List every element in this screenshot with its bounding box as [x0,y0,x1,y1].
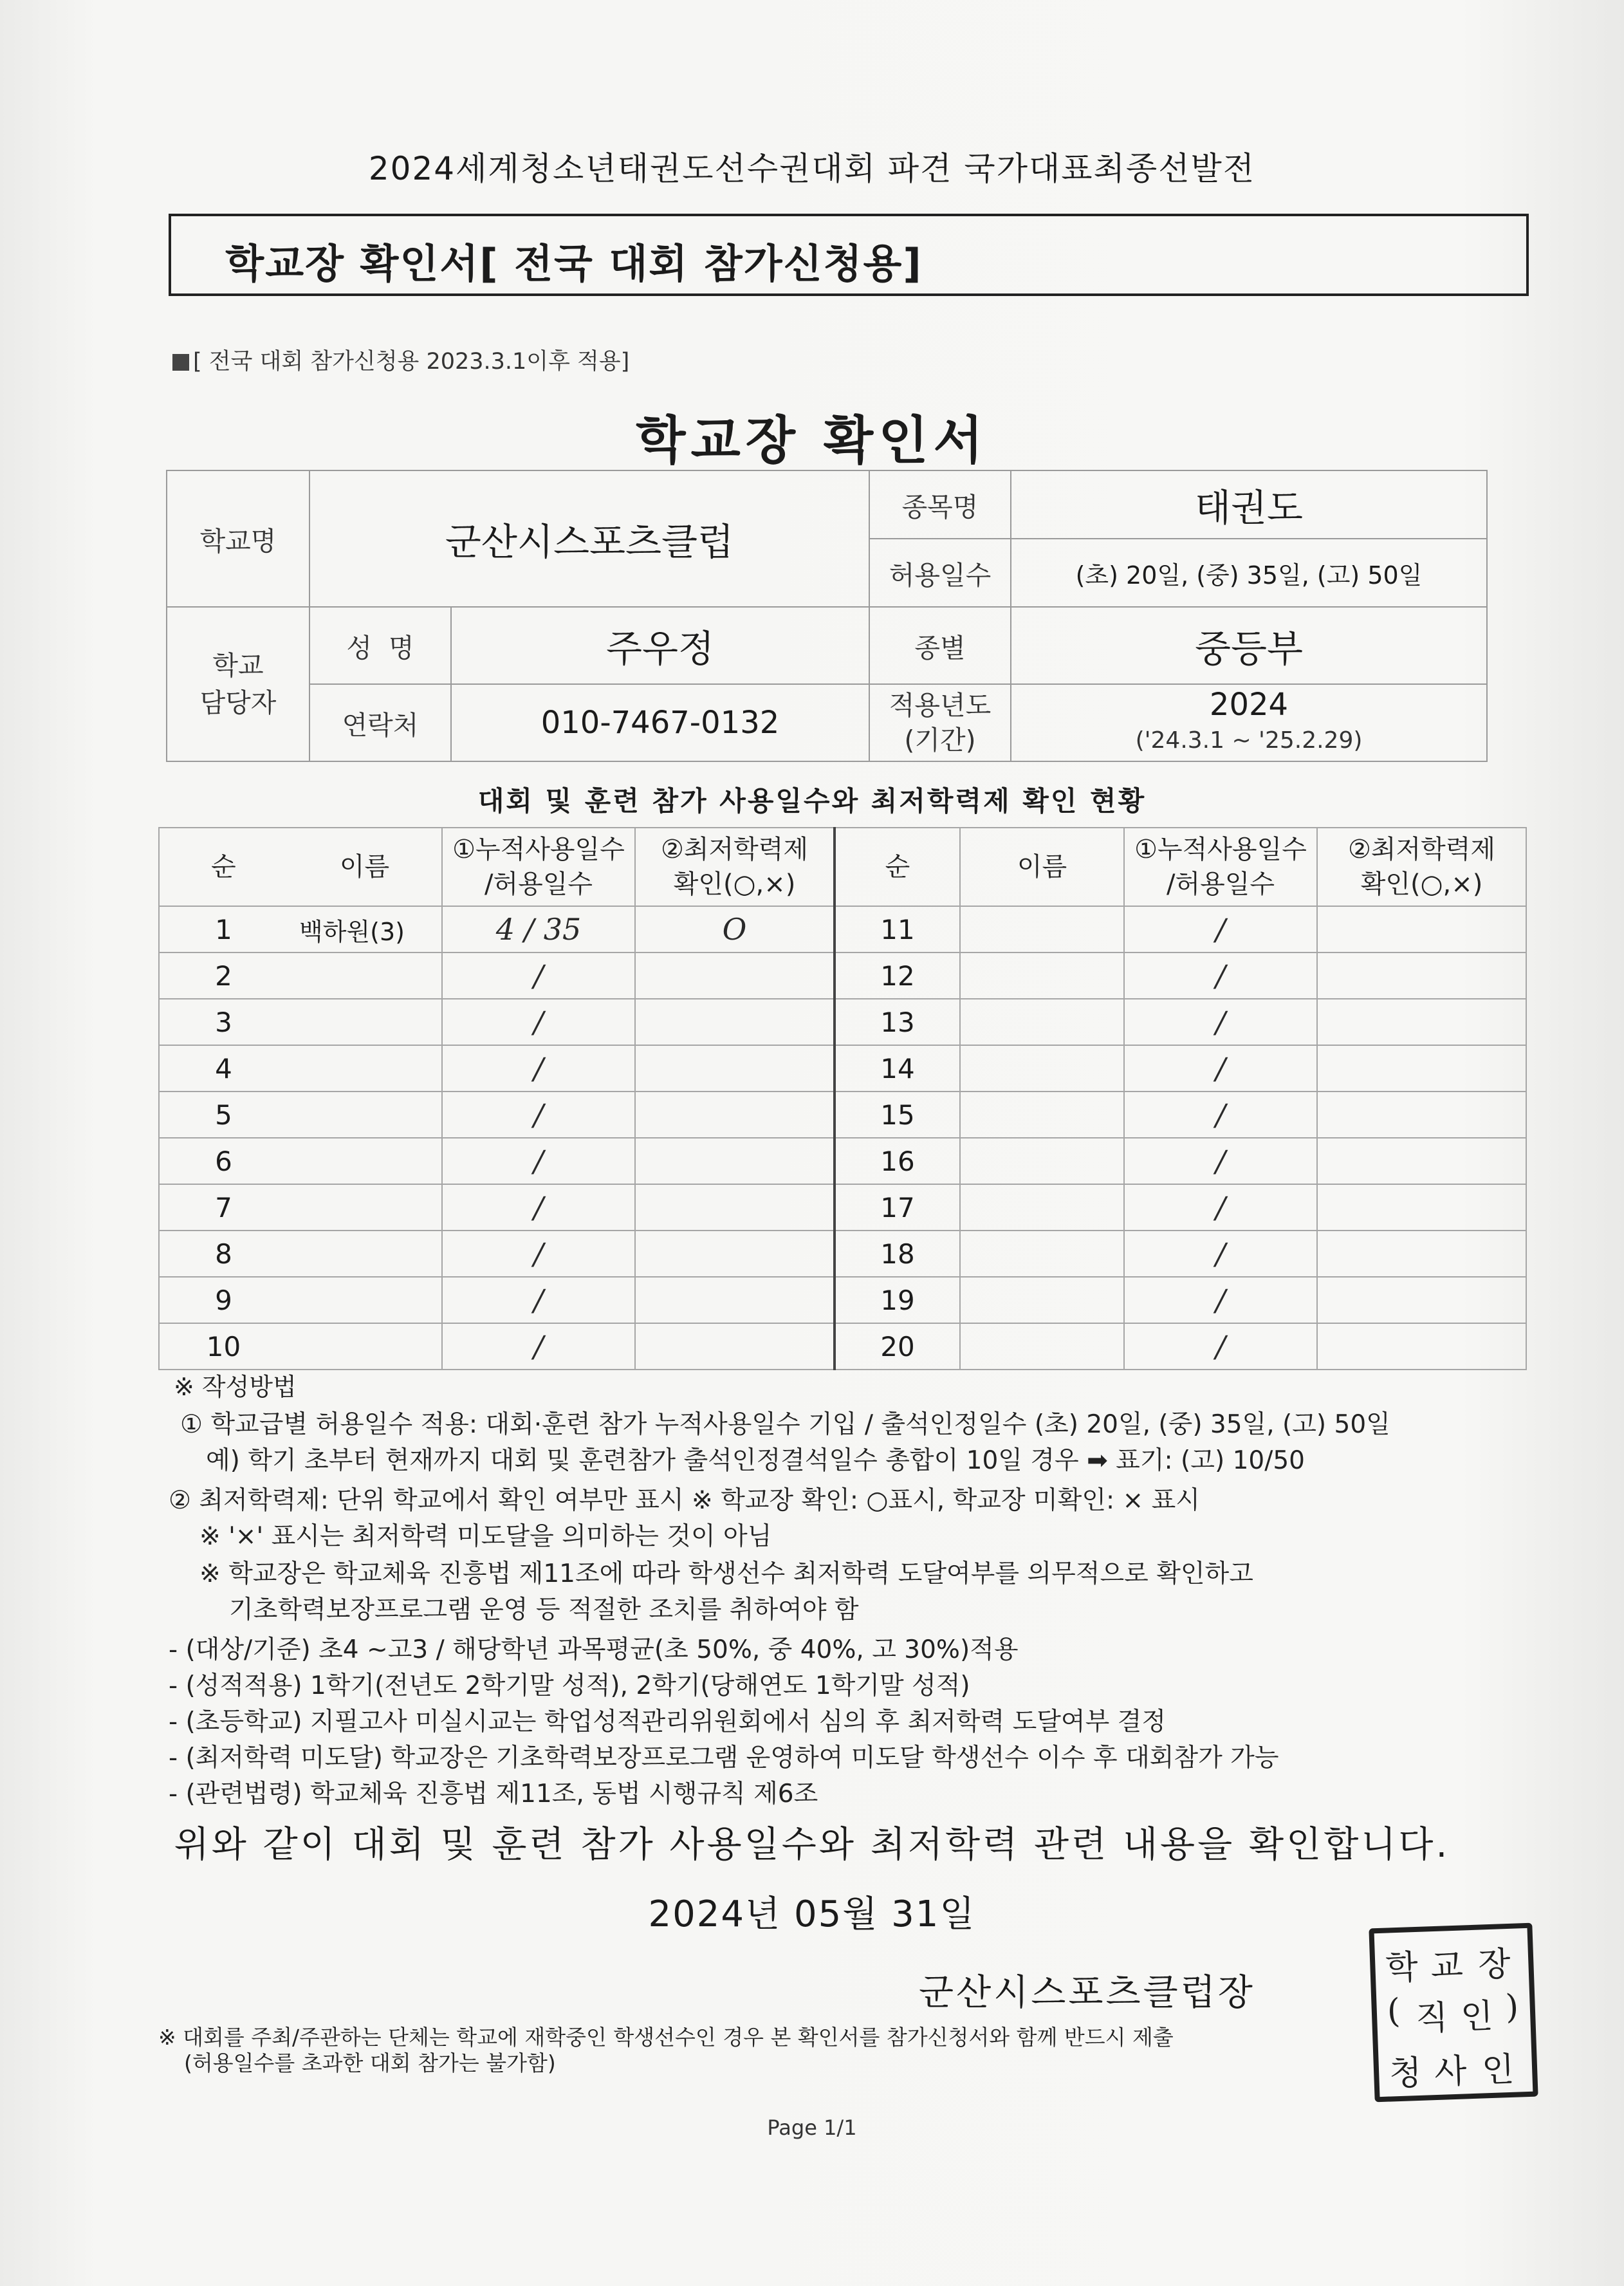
instruction-line: ※ 학교장은 학교체육 진흥법 제11조에 따라 학생선수 최저학력 도달여부를 의무적으로 확인하고 [199,1559,1253,1588]
year-value: 2024 [1209,687,1289,723]
manager-label: 학교 담당자 [167,607,309,761]
row-name [960,906,1124,952]
footnote-line2: (허용일수를 초과한 대회 참가는 불가함) [184,2050,556,2076]
header-min-line1: ②최저학력제 [660,835,809,864]
row-min-check [1317,1092,1526,1138]
instruction-line: - (대상/기준) 초4 ~고3 / 해당학년 과목평균(초 50%, 중 40%, 고 30%)적용 [169,1635,1019,1664]
row-used-days: / [1124,906,1317,952]
row-min-check [1317,1045,1526,1092]
allowed-days-value: (초) 20일, (중) 35일, (고) 50일 [1011,539,1487,607]
row-no: 18 [835,1231,960,1277]
header-used-line2: /허용일수 [1166,869,1275,899]
row-name [288,1277,442,1323]
header-box-title: 학교장 확인서[ 전국 대회 참가신청용] [225,240,923,287]
row-name [288,1138,442,1184]
row-used-days: / [1124,1138,1317,1184]
row-min-check [635,1184,835,1231]
row-name [288,999,442,1045]
row-no: 15 [835,1092,960,1138]
header-used-left [442,828,635,906]
instruction-line: - (관련법령) 학교체육 진흥법 제11조, 동법 시행규칙 제6조 [169,1780,818,1808]
header-min-line1: ②최저학력제 [1347,835,1496,864]
row-name [960,1045,1124,1092]
name-label: 성 명 [309,607,451,684]
instruction-line: 예) 학기 초부터 현재까지 대회 및 훈련참가 출석인정결석일수 총합이 10일 경우 ➡ 표기: (고) 10/50 [206,1446,1305,1475]
table-row [159,1277,1526,1323]
row-min-check [635,1092,835,1138]
row-name [960,1184,1124,1231]
header-name-left: 이름 [288,828,442,906]
table-row [159,952,1526,999]
howto-title: ※ 작성방법 [174,1373,297,1401]
row-min-check [635,999,835,1045]
row-used-days: / [442,1277,635,1323]
instruction-line: - (초등학교) 지필고사 미실시교는 학업성적관리위원회에서 심의 후 최저학력 도달여부 결정 [169,1707,1167,1736]
contact-label: 연락처 [309,684,451,761]
allowed-days-label: 허용일수 [869,539,1011,607]
row-no: 17 [835,1184,960,1231]
main-title: 학교장 확인서 [636,411,988,470]
header-min-line2: 확인(○,×) [673,869,796,899]
row-min-check [635,1231,835,1277]
year-cell [869,684,1011,761]
usage-table [158,827,1527,1370]
row-min-check [1317,952,1526,999]
row-used-days: / [442,999,635,1045]
instruction-line: 기초학력보장프로그램 운영 등 적절한 조치를 취하여야 함 [229,1595,859,1624]
row-used-days: / [1124,1277,1317,1323]
table-row [159,999,1526,1045]
row-used-days: / [1124,1231,1317,1277]
applicability-note [172,344,629,376]
row-no: 10 [159,1323,288,1370]
square-bullet-icon [172,354,189,371]
instruction-line: ① 학교급별 허용일수 적용: 대회·훈련 참가 누적사용일수 기입 / 출석인정일수 (초) 20일, (중) 35일, (고) 50일 [180,1410,1390,1439]
row-min-check [1317,1323,1526,1370]
row-name [960,1092,1124,1138]
period-label: (기간) [904,725,976,756]
row-name [960,1138,1124,1184]
row-used-days: / [1124,999,1317,1045]
instruction-line: - (성적적용) 1학기(전년도 2학기말 성적), 2학기(당해연도 1학기말 성적) [169,1671,970,1700]
header-min-left [635,828,835,906]
official-seal: 학 교 장 ( 직 인 ) 청 사 인 [1369,1923,1538,2103]
period-value: ('24.3.1 ~ '25.2.29) [1135,727,1363,754]
division-label: 종별 [869,607,1011,684]
table-row [159,1231,1526,1277]
table-row [159,1323,1526,1370]
row-name [288,1231,442,1277]
sport-value: 태권도 [1011,470,1487,539]
row-name: 백하원(3) [288,906,442,952]
sport-label: 종목명 [869,470,1011,539]
row-used-days: / [442,1184,635,1231]
row-used-days: / [1124,1323,1317,1370]
row-min-check [1317,1277,1526,1323]
row-name [288,952,442,999]
row-name [960,1231,1124,1277]
row-min-check [1317,1231,1526,1277]
row-no: 5 [159,1092,288,1138]
row-name [960,952,1124,999]
year-label: 적용년도 [889,690,992,721]
row-min-check [635,1138,835,1184]
header-used-line2: /허용일수 [484,869,593,899]
row-min-check [635,1045,835,1092]
row-used-days: / [442,1092,635,1138]
confirmation-date: 2024년 05월 31일 [648,1893,976,1935]
row-min-check [635,1277,835,1323]
school-label: 학교명 [167,470,309,607]
usage-title: 대회 및 훈련 참가 사용일수와 최저학력제 확인 현황 [477,785,1147,817]
applicability-note-text: [ 전국 대회 참가신청용 2023.3.1이후 적용] [193,349,630,375]
row-name [960,999,1124,1045]
table-row [159,1092,1526,1138]
row-used-days: / [1124,1045,1317,1092]
row-name [288,1184,442,1231]
row-no: 13 [835,999,960,1045]
row-no: 11 [835,906,960,952]
row-no: 14 [835,1045,960,1092]
row-min-check [1317,906,1526,952]
row-name [288,1045,442,1092]
row-min-check [1317,1138,1526,1184]
header-used-line1: ①누적사용일수 [452,835,625,864]
row-no: 6 [159,1138,288,1184]
school-value: 군산시스포츠클럽 [309,470,869,607]
row-used-days: / [1124,1184,1317,1231]
row-min-check [1317,999,1526,1045]
row-used-days: / [1124,952,1317,999]
row-no: 3 [159,999,288,1045]
instruction-line: ※ '×' 표시는 최저학력 미도달을 의미하는 것이 아님 [199,1522,772,1551]
row-used-days: / [442,1323,635,1370]
row-used-days: 4 / 35 [442,906,635,952]
table-row [159,1045,1526,1092]
row-min-check [635,1323,835,1370]
school-info-table [166,470,1488,762]
contact-value: 010-7467-0132 [451,684,869,761]
header-min-line2: 확인(○,×) [1360,869,1483,899]
row-min-check: O [635,906,835,952]
row-no: 8 [159,1231,288,1277]
header-name-right: 이름 [960,828,1124,906]
event-title: 2024세계청소년태권도선수권대회 파견 국가대표최종선발전 [368,150,1256,187]
table-row [159,1138,1526,1184]
row-used-days: / [442,1045,635,1092]
confirmation-statement: 위와 같이 대회 및 훈련 참가 사용일수와 최저학력 관련 내용을 확인합니다. [174,1824,1450,1866]
row-no: 1 [159,906,288,952]
row-no: 9 [159,1277,288,1323]
row-name [288,1092,442,1138]
footnote-line1: ※ 대회를 주최/주관하는 단체는 학교에 재학중인 학생선수인 경우 본 확인서를 참가신청서와 함께 반드시 제출 [158,2025,1174,2050]
row-min-check [1317,1184,1526,1231]
row-used-days: / [1124,1092,1317,1138]
row-used-days: / [442,1138,635,1184]
row-name [960,1323,1124,1370]
row-used-days: / [442,1231,635,1277]
instruction-line: - (최저학력 미도달) 학교장은 기초학력보장프로그램 운영하여 미도달 학생선수 이수 후 대회참가 가능 [169,1743,1279,1772]
row-no: 20 [835,1323,960,1370]
row-name [960,1277,1124,1323]
row-min-check [635,952,835,999]
row-no: 12 [835,952,960,999]
year-value-cell [1011,684,1487,761]
header-used-right [1124,828,1317,906]
row-no: 2 [159,952,288,999]
division-value: 중등부 [1011,607,1487,684]
page-number: Page 1/1 [767,2115,857,2140]
row-no: 19 [835,1277,960,1323]
name-value: 주우정 [451,607,869,684]
header-used-line1: ①누적사용일수 [1134,835,1307,864]
row-used-days: / [442,952,635,999]
table-row [159,906,1526,952]
row-name [288,1323,442,1370]
instruction-line: ② 최저학력제: 단위 학교에서 확인 여부만 표시 ※ 학교장 확인: ○표시, 학교장 미확인: × 표시 [169,1486,1200,1515]
header-no-right: 순 [835,828,960,906]
header-no-left: 순 [159,828,288,906]
footnote [158,2025,1174,2076]
row-no: 16 [835,1138,960,1184]
table-row [159,1184,1526,1231]
row-no: 4 [159,1045,288,1092]
signer-title: 군산시스포츠클럽장 [919,1972,1255,2014]
header-min-right [1317,828,1526,906]
row-no: 7 [159,1184,288,1231]
